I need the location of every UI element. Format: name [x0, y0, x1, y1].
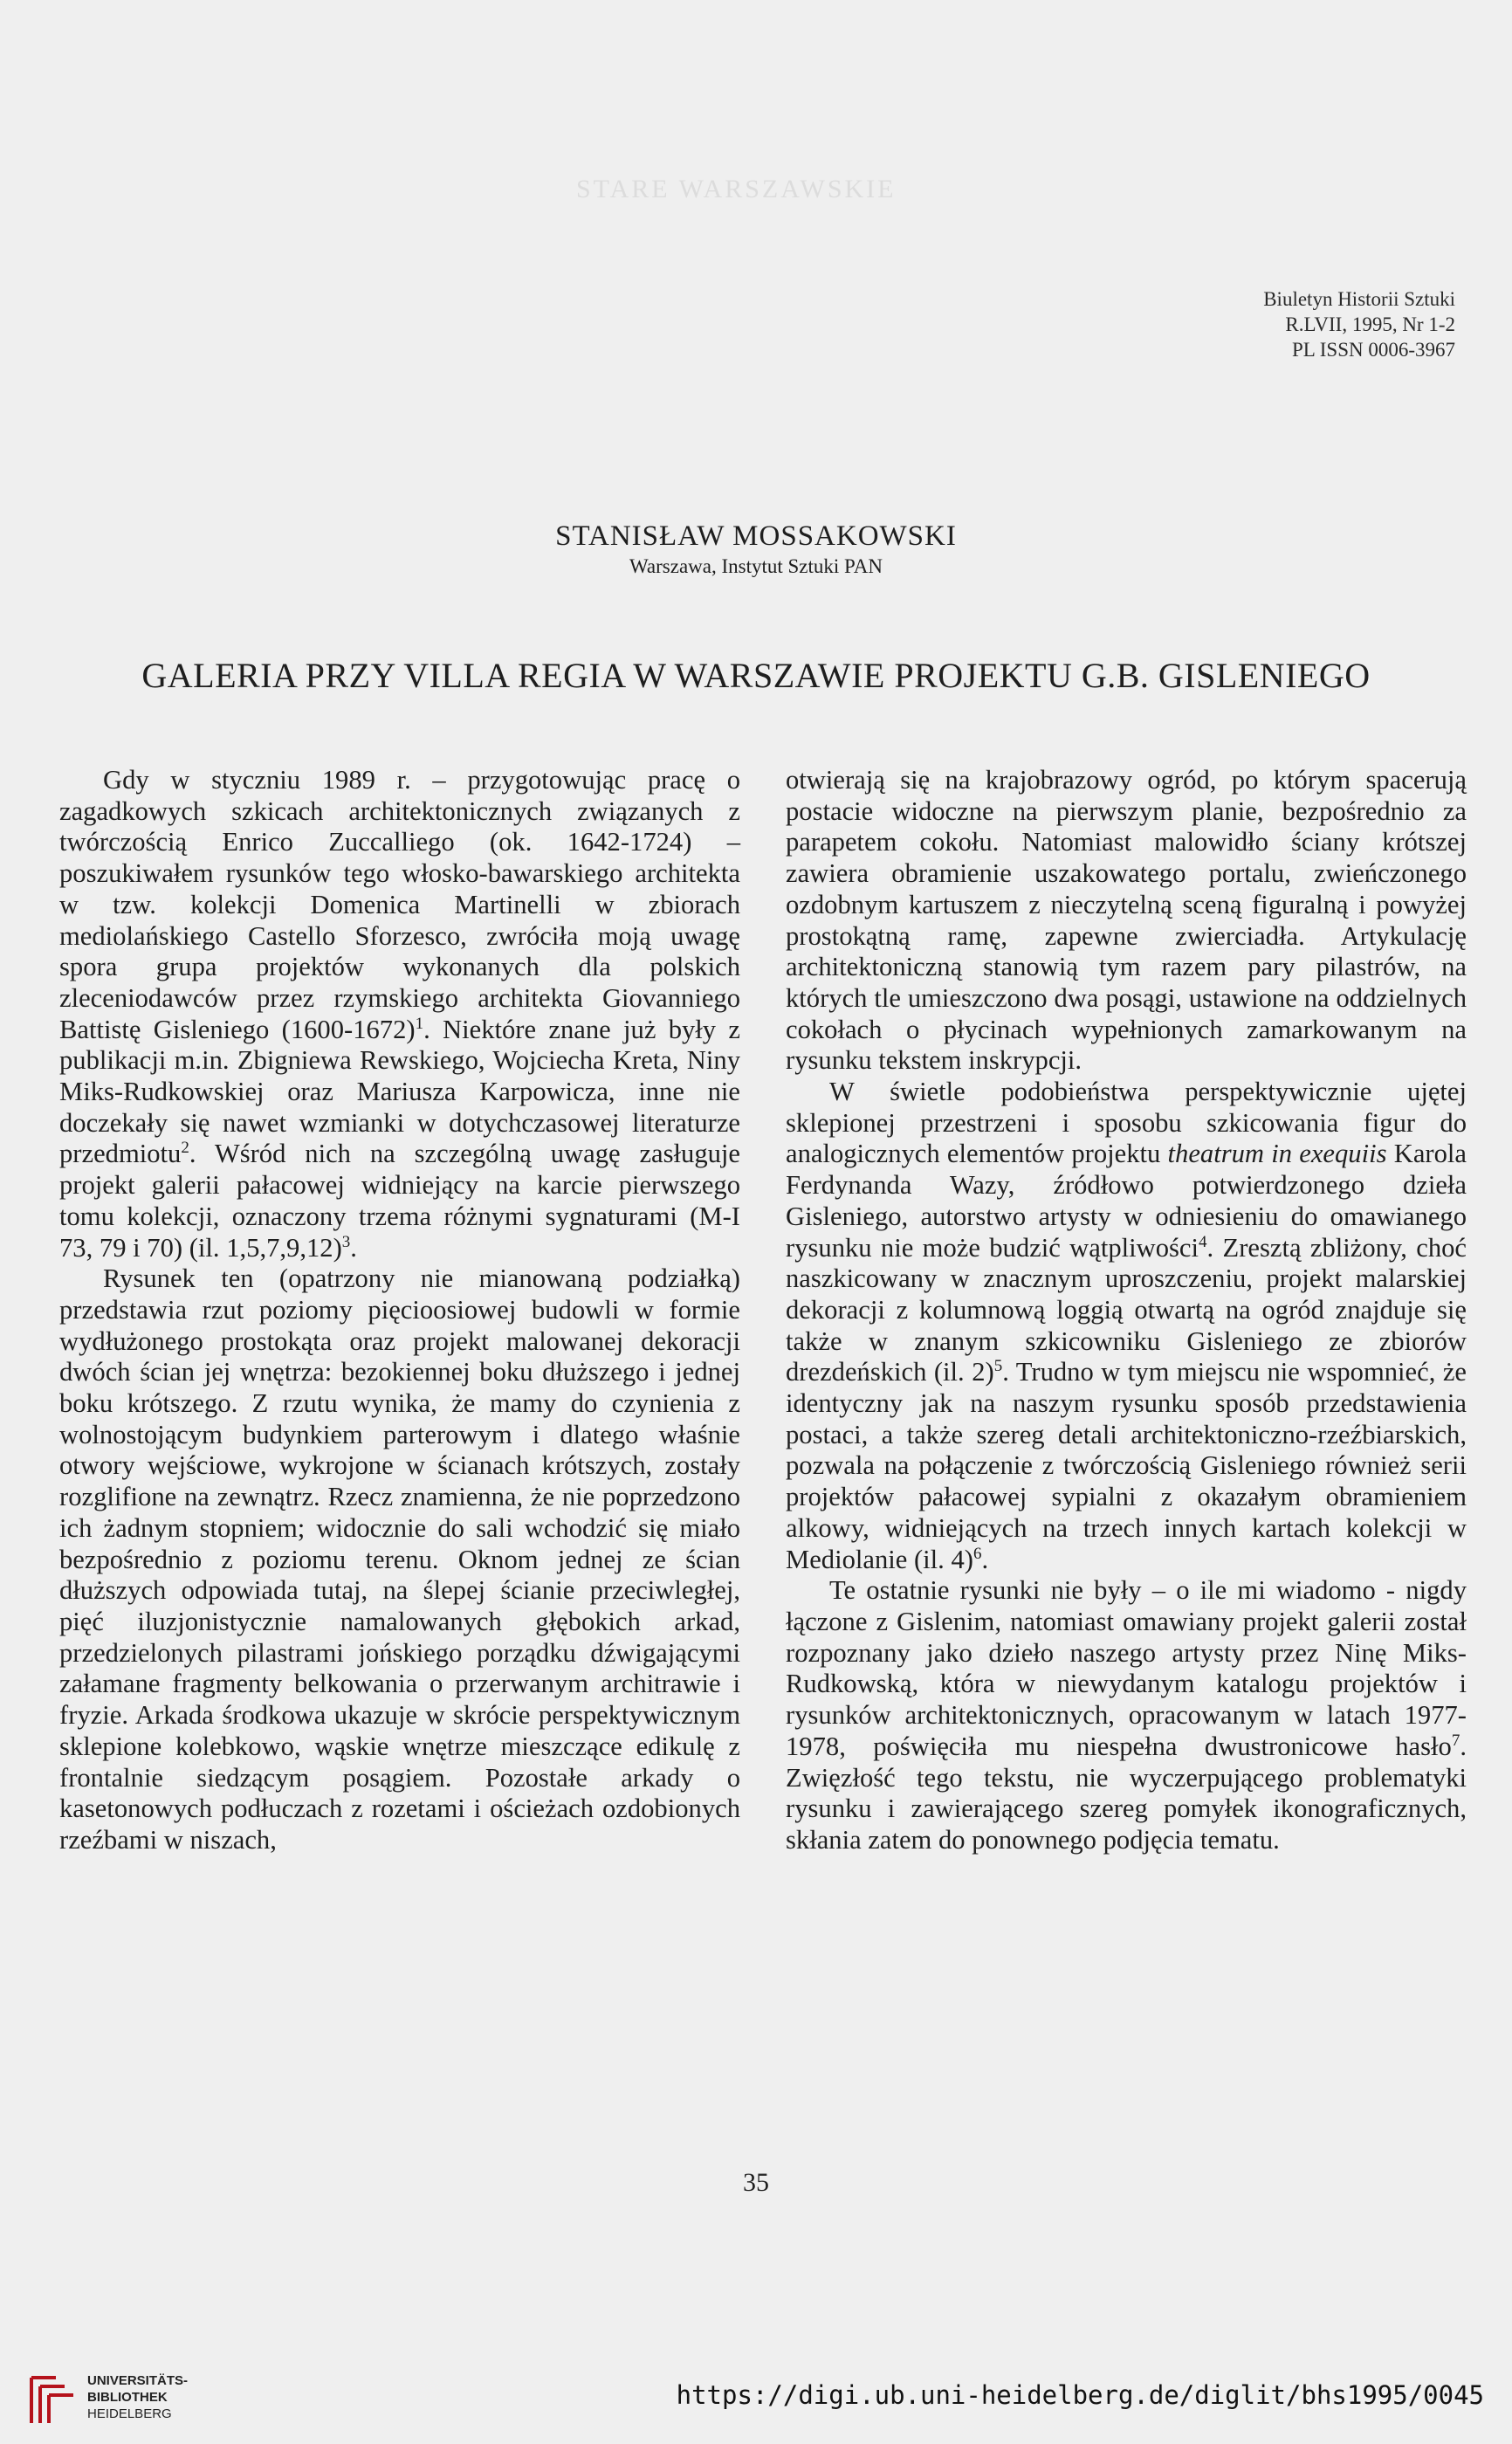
text-run: Karola Ferdynanda Wazy, źródłowo potwierdzonego dzieła Gisleniego, autorstwo artysty w odniesieniu do omawianego rysunku nie może budzić wątpliwości: [786, 1139, 1467, 1263]
left-column: [59, 765, 740, 1856]
footnote-ref[interactable]: 2: [181, 1139, 189, 1158]
paragraph: [59, 765, 740, 1263]
author-name: STANISŁAW MOSSAKOWSKI: [555, 520, 957, 552]
footnote-ref[interactable]: 1: [415, 1014, 424, 1033]
text-run: Te ostatnie rysunki nie były – o ile mi wiadomo - nigdy łączone z Gislenim, natomiast omawiany projekt galerii został rozpoznany jako dzieło naszego artysty przez Ninę Miks-Rudkowską, która w niewydanym katalogu projektów i rysunków architektonicznych, opracowanym w latach 1977-1978, poświęciła mu niespełna dwustronicowe hasło: [786, 1575, 1467, 1761]
footnote-ref[interactable]: 5: [993, 1357, 1003, 1376]
text-run: W świetle podobieństwa perspektywicznie ujętej sklepionej przestrzeni i sposobu szkicowania figur do analogicznych elementów projektu: [786, 1077, 1467, 1169]
right-column: [786, 765, 1467, 1856]
text-run: . Wśród nich na szczególną uwagę zasługuje projekt galerii pałacowej widniejący na karcie pierwszego tomu kolekcji, oznaczony trzema różnymi sygnaturami (M-I 73, 79 i 70) (il. 1,5,7,9,12): [59, 1139, 740, 1263]
footnote-ref[interactable]: 3: [341, 1232, 351, 1251]
source-url-link[interactable]: https://digi.ub.uni-heidelberg.de/diglit/bhs1995/0045: [676, 2380, 1484, 2410]
paragraph: Rysunek ten (opatrzony nie mianowaną podziałką) przedstawia rzut poziomy pięcioosiowej budowli w formie wydłużonego prostokąta oraz projekt malowanej dekoracji dwóch ścian jej wnętrza: bezokiennej boku dłuższego i jednej boku krótszego. Z rzutu wynika, że mamy do czynienia z wolnostojącym budynkiem parterowym i dlatego właśnie otwory wejściowe, wykrojone w ścianach krótszych, zostały rozglifione na zewnątrz. Rzecz znamienna, że nie poprzedzono ich żadnym stopniem; widocznie do sali wchodzić się miało bezpośrednio z poziomu terenu. Oknom jednej ze ścian dłuższych odpowiada tutaj, na ślepej ścianie przeciwległej, pięć iluzjonistycznie namalowanych głębokich arkad, przedzielonych pilastrami jońskiego porządku dźwigającymi załamane fragmenty belkowania o przerwanym architrawie i fryzie. Arkada środkowa ukazuje w skrócie perspektywicznym sklepione kolebkowo, wąskie wnętrze mieszczące edikulę z frontalnie siedzącym posągiem. Pozostałe arkady o kasetonowych podłuczach z rozetami i ościeżach ozdobionych rzeźbami w niszach,: [59, 1263, 740, 1855]
author-affiliation: Warszawa, Instytut Sztuki PAN: [629, 555, 883, 577]
text-run: Gdy w styczniu 1989 r. – przygotowując pracę o zagadkowych szkicach architektonicznych związanych z twórczością Enrico Zuccalliego (ok. 1642-1724) – poszukiwałem rysunków tego włosko-bawarskiego architekta w tzw. kolekcji Domenica Martinelli w zbiorach mediolańskiego Castello Sforzesco, zwróciła moją uwagę spora grupa projektów wykonanych dla polskich zleceniodawców przez rzymskiego architekta Giovanniego Battistę Gisleniego (1600-1672): [59, 765, 740, 1044]
article-title: GALERIA PRZY VILLA REGIA W WARSZAWIE PROJEKTU G.B. GISLENIEGO: [141, 656, 1371, 695]
italic-title: theatrum in exequiis: [1167, 1139, 1387, 1169]
text-run: . Niektóre znane już były z publikacji m.in. Zbigniewa Rewskiego, Wojciecha Kreta, Niny Miks-Rudkowskiej oraz Mariusza Karpowicza, inne nie doczekały się nawet wzmianki w dotychczasowej literaturze przedmiotu: [59, 1014, 740, 1169]
page-number: 35: [743, 2168, 769, 2197]
paragraph: [786, 1077, 1467, 1575]
library-logo-text: [87, 2372, 188, 2422]
bleed-through-text: STARE WARSZAWSKIE: [576, 175, 897, 203]
journal-name: Biuletyn Historii Sztuki: [1263, 288, 1455, 310]
text-run: . Zresztą zbliżony, choć naszkicowany w znacznym uproszczeniu, projekt malarskiej dekoracji z kolumnową loggią otwartą na ogród znajduje się także w znanym szkicowniku Gisleniego ze zbiorów drezdeńskich (il. 2): [786, 1232, 1467, 1387]
journal-info: [1263, 286, 1455, 362]
text-run: .: [981, 1544, 989, 1574]
text-run: . Trudno w tym miejscu nie wspomnieć, że identyczny jak na naszym rysunku sposób przedstawienia postaci, a także szereg detali architektoniczno-rzeźbiarskich, pozwala na połączenie z twórczością Gisleniego również serii projektów pałacowej sypialni z okazałym obramieniem alkowy, widniejących na trzech innych kartach kolekcji w Mediolanie (il. 4): [786, 1357, 1467, 1574]
footnote-ref[interactable]: 4: [1199, 1232, 1207, 1251]
text-run: .: [350, 1232, 357, 1263]
journal-issn: PL ISSN 0006-3967: [1292, 339, 1455, 361]
journal-volume: R.LVII, 1995, Nr 1-2: [1285, 313, 1455, 335]
text-run: . Zwięzłość tego tekstu, nie wyczerpującego problematyki rysunku i zawierającego szereg pomyłek ikonograficznych, skłania zatem do ponownego podjęcia tematu.: [786, 1731, 1467, 1855]
footnote-ref[interactable]: 7: [1451, 1731, 1460, 1750]
logo-line: HEIDELBERG: [87, 2406, 172, 2421]
footnote-ref[interactable]: 6: [972, 1544, 982, 1563]
library-logo-icon: [24, 2371, 77, 2427]
logo-line: BIBLIOTHEK: [87, 2390, 168, 2405]
library-logo[interactable]: [24, 2369, 199, 2430]
paragraph: otwierają się na krajobrazowy ogród, po którym spacerują postacie widoczne na pierwszym planie, bezpośrednio za parapetem cokołu. Natomiast malowidło ściany krótszej zawiera obramienie uszakowatego portalu, zwieńczonego ozdobnym kartuszem z nieczytelną sceną figuralną i powyżej prostokątną ramę, zapewne zwierciadła. Artykulację architektoniczną stanowią tym razem pary pilastrów, na których tle umieszczono dwa posągi, ustawione na oddzielnych cokołach o płycinach wypełnionych zamarkowanym na rysunku tekstem inskrypcji.: [786, 765, 1467, 1076]
paragraph: [786, 1575, 1467, 1855]
logo-line: UNIVERSITÄTS-: [87, 2373, 189, 2388]
